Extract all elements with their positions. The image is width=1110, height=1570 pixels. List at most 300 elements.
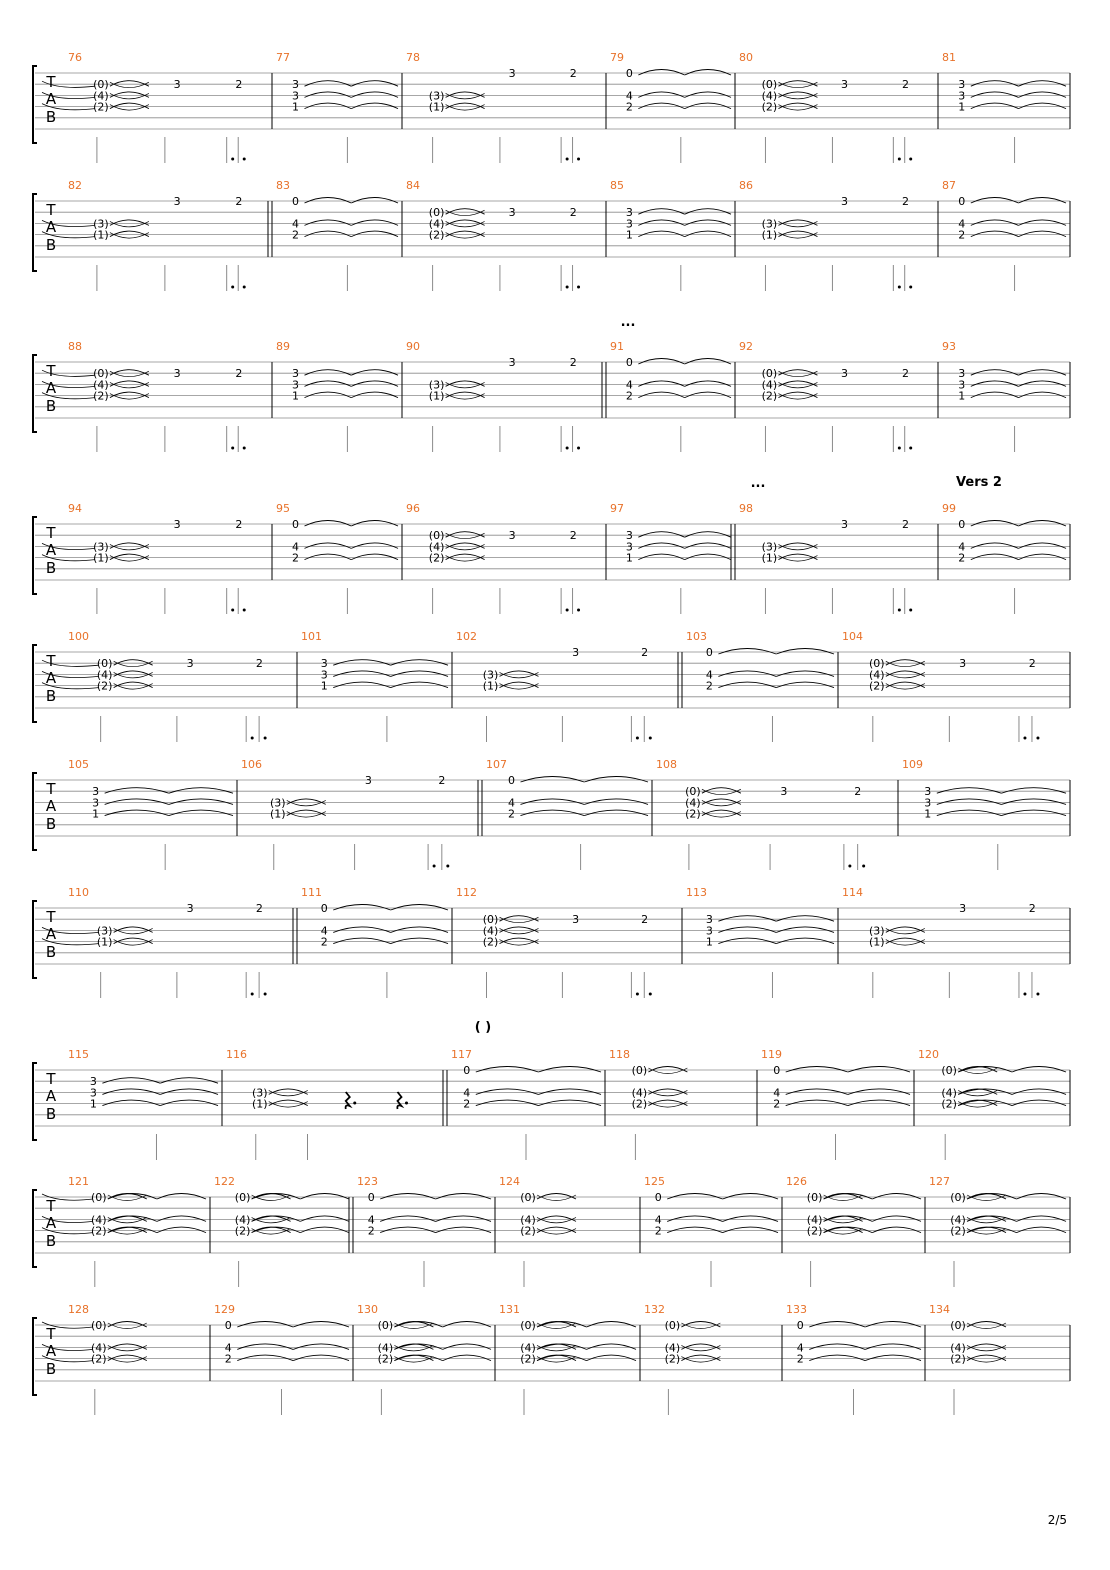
fret-number: 3 [841,195,849,208]
fret-number: (2) [685,807,701,821]
fret-number: 2 [901,78,909,92]
fret-number: 3 [508,529,516,543]
tie-arc [718,671,776,677]
fret-number: 3 [292,378,299,392]
fret-number: 2 [901,518,909,531]
tie-arc [476,1089,539,1095]
tie-arc [723,1216,778,1222]
fret-number: (2) [91,1224,107,1238]
fret-number: 2 [235,367,243,381]
tie-arc [865,1355,921,1361]
tie-arc [638,231,684,237]
fret-number: 2 [625,100,633,114]
fret-number: (2) [428,228,445,242]
tie-arc [160,1078,218,1084]
measure-number: 94 [68,502,82,515]
rhythm-dot [433,865,436,868]
fret-number: (1) [93,551,109,565]
fret-number: (2) [520,1224,536,1238]
measure-number: 103 [686,630,707,643]
fret-number: (4) [96,668,113,682]
tie-arc [786,1089,848,1095]
fret-number: 2 [705,679,713,693]
tie-arc [391,927,448,933]
fret-number: (0) [91,1191,107,1204]
fret-number: (4) [631,1086,648,1100]
fret-number: 1 [625,551,633,565]
fret-number: (0) [520,1319,536,1332]
tie-arc [391,671,448,677]
fret-number: 4 [292,217,299,231]
tie-arc [305,220,352,226]
tie-arc [476,1067,539,1073]
fret-number: 3 [625,206,633,220]
fret-number: 4 [796,1341,804,1355]
fret-number: (4) [941,1086,957,1100]
fret-number: 0 [958,518,966,531]
rhythm-dot [636,993,639,996]
fret-number: (0) [91,1319,107,1332]
tie-arc [351,381,398,387]
tie-arc [667,1227,722,1233]
tie-arc [305,521,352,527]
measure-number: 78 [406,51,420,64]
tie-arc [971,392,1019,398]
fret-number: 2 [654,1224,662,1238]
rhythm-dot [243,286,246,289]
rest-dot [353,1102,356,1105]
tab-clef-t: T [46,780,56,798]
fret-number: (4) [520,1341,536,1355]
tie-arc [391,660,448,666]
measure-number: 100 [68,630,89,643]
measure-number: 106 [241,758,262,771]
fret-number: 2 [438,774,446,787]
tab-system [33,179,1070,291]
measure-number: 76 [68,51,82,64]
tie-arc [391,938,448,944]
fret-number: 2 [625,389,633,403]
tie-arc [351,81,398,87]
rhythm-dot [231,609,234,612]
tie-arc [1001,799,1066,805]
fret-number: (3) [93,217,109,231]
fret-number: 3 [705,924,713,938]
fret-number: 2 [901,367,909,381]
tie-arc [685,220,731,226]
fret-number: 2 [641,646,649,659]
tie-arc [443,1355,491,1361]
system-bracket [33,901,37,978]
fret-number: (4) [482,924,499,938]
fret-number: (0) [428,529,445,543]
tie-arc [102,1089,160,1095]
tie-arc [1001,788,1066,794]
fret-number: 0 [367,1191,375,1204]
measure-number: 105 [68,758,89,771]
tie-arc [351,392,398,398]
fret-number: 2 [255,657,263,671]
fret-number: 2 [235,195,243,208]
tie-arc [333,671,390,677]
fret-number: (0) [93,78,109,92]
fret-number: 0 [292,195,299,208]
fret-number: (2) [520,1352,536,1366]
rhythm-dot [243,609,246,612]
tie-arc [937,799,1002,805]
fret-number: (1) [96,935,113,949]
rhythm-dot [909,286,912,289]
system-bracket [33,645,37,722]
measure-number: 95 [276,502,290,515]
fret-number: 0 [625,67,633,80]
tie-arc [587,1355,637,1361]
fret-number: 3 [572,913,580,927]
fret-number: (2) [377,1352,394,1366]
rhythm-dot [577,609,580,612]
tie-arc [971,231,1019,237]
quarter-rest [346,1092,350,1109]
annotation-dots-2: ... [750,476,766,491]
tie-arc [351,370,398,376]
fret-number: 3 [508,206,516,220]
tie-arc [1012,1067,1066,1073]
fret-number: (4) [428,540,445,554]
tie-arc [638,209,684,215]
fret-number: (2) [664,1352,681,1366]
fret-number: 2 [292,551,299,565]
tie-arc [786,1100,848,1106]
tie-arc [169,799,233,805]
fret-number: (0) [482,913,499,927]
fret-number: 2 [320,935,328,949]
measure-number: 119 [761,1048,782,1061]
fret-number: 3 [958,378,966,392]
tie-arc [971,92,1019,98]
fret-number: 0 [705,646,713,659]
tie-arc [718,916,776,922]
tie-arc [685,554,731,560]
fret-number: 1 [924,807,932,821]
tie-arc [584,777,648,783]
tie-arc [333,905,390,911]
fret-number: 2 [224,1352,232,1366]
rhythm-dot [231,286,234,289]
fret-number: (2) [631,1097,648,1111]
fret-number: (1) [761,551,778,565]
tie-arc [685,532,731,538]
tab-system [33,51,1070,163]
fret-number: (4) [91,1213,107,1227]
tie-arc [237,1344,293,1350]
annotation-parens: ( ) [474,1020,492,1035]
tie-arc [1018,231,1066,237]
tie-arc [351,554,398,560]
fret-number: (3) [869,924,885,938]
tie-arc [971,220,1019,226]
rhythm-dot [862,865,865,868]
fret-number: (1) [869,935,885,949]
measure-number: 89 [276,340,290,353]
fret-number: 2 [641,913,649,927]
measure-number: 84 [406,179,420,192]
rhythm-dot [636,737,639,740]
measure-number: 96 [406,502,420,515]
fret-number: (4) [234,1213,251,1227]
tie-arc [723,1194,778,1200]
tie-arc [436,1216,491,1222]
tie-arc [685,70,731,76]
rhythm-dot [1023,993,1026,996]
fret-number: (4) [685,796,701,810]
tie-arc [776,649,834,655]
fret-number: 4 [367,1213,375,1227]
tie-arc [105,799,169,805]
measure-number: 81 [942,51,956,64]
tie-arc [1012,1089,1066,1095]
tie-arc [971,198,1019,204]
fret-number: 3 [625,217,633,231]
fret-number: (2) [234,1224,251,1238]
fret-number: 2 [901,195,909,208]
fret-number: (2) [93,100,109,114]
tie-arc [333,938,390,944]
tie-arc [102,1100,160,1106]
tie-arc [169,788,233,794]
tie-arc [776,927,834,933]
fret-number: (2) [806,1224,823,1238]
tie-arc [538,1089,601,1095]
tie-arc [300,1227,349,1233]
fret-number: (4) [93,89,109,103]
annotation-dots-1: ... [620,315,636,330]
system-bracket [33,1190,37,1267]
tie-arc [638,103,684,109]
fret-number: 4 [292,540,299,554]
tab-clef-t: T [46,1325,56,1343]
tie-arc [971,554,1019,560]
measure-number: 133 [786,1303,807,1316]
tie-arc [1018,521,1066,527]
measure-number: 104 [842,630,863,643]
fret-number: (4) [664,1341,681,1355]
measure-number: 91 [610,340,624,353]
measure-number: 128 [68,1303,89,1316]
fret-number: (0) [520,1191,536,1204]
measure-number: 130 [357,1303,378,1316]
fret-number: 2 [569,529,577,543]
measure-number: 80 [739,51,753,64]
tie-arc [584,799,648,805]
fret-number: 3 [924,796,932,810]
tie-arc [865,1322,921,1328]
measure-number: 116 [226,1048,247,1061]
fret-number: (4) [761,378,778,392]
rhythm-dot [909,447,912,450]
tie-arc [718,927,776,933]
tie-arc [105,810,169,816]
tie-arc [776,938,834,944]
tie-arc [776,916,834,922]
measure-number: 134 [929,1303,950,1316]
fret-number: (2) [761,100,778,114]
fret-number: 4 [625,378,633,392]
fret-number: 0 [796,1319,804,1332]
tab-clef-t: T [46,652,56,670]
tie-arc [305,198,352,204]
fret-number: 1 [625,228,633,242]
tab-system [33,340,1070,452]
tab-clef-a: A [45,218,57,236]
tie-arc [685,209,731,215]
fret-number: 2 [569,356,577,369]
tie-arc [237,1355,293,1361]
tab-clef-a: A [45,541,57,559]
tab-clef-t: T [46,908,56,926]
tie-arc [971,381,1019,387]
fret-number: (0) [685,785,701,799]
tie-arc [160,1100,218,1106]
fret-number: 3 [924,785,932,799]
fret-number: 3 [572,646,580,659]
tie-arc [351,231,398,237]
fret-number: (4) [806,1213,823,1227]
measure-number: 129 [214,1303,235,1316]
rhythm-dot [264,993,267,996]
measure-number: 131 [499,1303,520,1316]
measure-number: 87 [942,179,956,192]
rhythm-dot [566,286,569,289]
tie-arc [351,543,398,549]
fret-number: 0 [320,902,328,915]
tab-clef-b: B [45,687,57,705]
fret-number: (4) [93,378,109,392]
annotation-verse: Vers 2 [956,475,1002,490]
fret-number: 4 [958,217,966,231]
tie-arc [786,1067,848,1073]
rhythm-dot [566,447,569,450]
measure-number: 83 [276,179,290,192]
tie-arc [391,682,448,688]
fret-number: (3) [93,540,109,554]
tie-arc [293,1355,349,1361]
measure-number: 90 [406,340,420,353]
tie-arc [809,1344,865,1350]
measure-number: 124 [499,1175,520,1188]
fret-number: 3 [508,67,516,80]
fret-number: (2) [950,1352,966,1366]
measure-number: 120 [918,1048,939,1061]
fret-number: 3 [364,774,372,787]
tab-system [33,1048,1070,1160]
fret-number: 3 [186,657,194,671]
fret-number: 0 [773,1064,781,1077]
fret-number: 3 [320,657,328,671]
fret-number: (4) [761,89,778,103]
tab-system [33,758,1070,870]
fret-number: 2 [292,228,299,242]
fret-number: 3 [173,518,181,531]
tie-arc [305,103,352,109]
tie-arc [380,1194,435,1200]
tie-arc [848,1100,910,1106]
tie-arc [443,1344,491,1350]
tab-clef-t: T [46,73,56,91]
fret-number: (0) [761,78,778,92]
tie-arc [538,1067,601,1073]
tie-arc [865,1344,921,1350]
tie-arc [971,103,1019,109]
tie-arc [638,543,684,549]
fret-number: 4 [654,1213,662,1227]
rhythm-dot [566,158,569,161]
fret-number: 0 [508,774,515,787]
measure-number: 111 [301,886,322,899]
tie-arc [351,92,398,98]
fret-number: 1 [958,100,966,114]
fret-number: 3 [841,518,849,531]
tie-arc [169,810,233,816]
fret-number: (2) [91,1352,107,1366]
fret-number: (4) [377,1341,394,1355]
fret-number: 3 [92,796,100,810]
rhythm-dot [848,865,851,868]
tab-clef-b: B [45,397,57,415]
tab-system [33,502,1070,614]
fret-number: (0) [761,367,778,381]
fret-number: 2 [463,1097,471,1111]
measure-number: 101 [301,630,322,643]
tie-arc [305,392,352,398]
fret-number: (3) [96,924,113,938]
fret-number: 2 [1028,902,1036,915]
fret-number: 1 [89,1097,97,1111]
tab-system [33,1175,1070,1287]
system-bracket [33,517,37,594]
tab-clef-t: T [46,1197,56,1215]
tab-clef-b: B [45,1105,57,1123]
fret-number: 0 [958,195,966,208]
fret-number: 0 [224,1319,232,1332]
tie-arc [971,81,1019,87]
tie-arc [521,810,585,816]
fret-number: (3) [761,540,778,554]
fret-number: (1) [761,228,778,242]
measure-number: 113 [686,886,707,899]
tie-arc [333,927,390,933]
fret-number: 1 [92,807,100,821]
measure-number: 127 [929,1175,950,1188]
tie-arc [685,381,731,387]
tie-arc [1018,370,1066,376]
tie-arc [776,682,834,688]
fret-number: 3 [508,356,516,369]
tie-arc [718,649,776,655]
tie-arc [305,81,352,87]
tie-arc [638,92,684,98]
tab-clef-b: B [45,1232,57,1250]
measure-number: 82 [68,179,82,192]
tie-arc [333,660,390,666]
tie-arc [638,532,684,538]
fret-number: 2 [796,1352,804,1366]
tie-arc [157,1194,206,1200]
tie-arc [436,1194,491,1200]
rhythm-dot [1036,737,1039,740]
tie-arc [157,1227,206,1233]
fret-number: (2) [950,1224,966,1238]
fret-number: (3) [482,668,499,682]
